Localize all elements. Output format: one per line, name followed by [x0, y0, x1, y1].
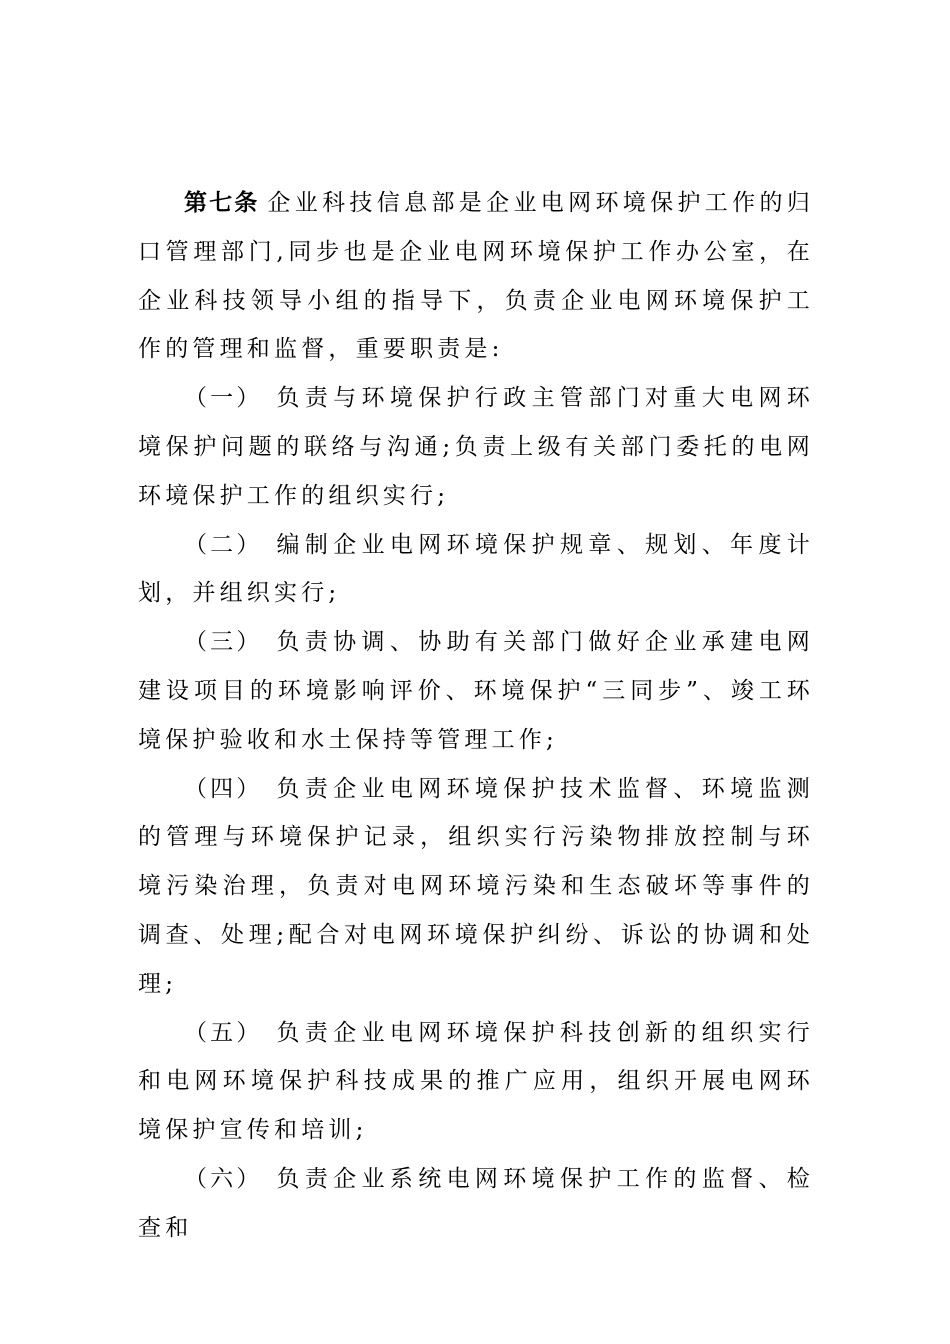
item-text: 负责企业电网环境保护科技创新的组织实行和电网环境保护科技成果的推广应用，组织开展电网环境保护宣传和培训;	[138, 1019, 815, 1144]
article-paragraph	[138, 179, 814, 374]
item-paragraph-4	[138, 765, 814, 1009]
item-paragraph-1	[138, 374, 814, 520]
item-paragraph-6	[138, 1155, 814, 1253]
item-text: 负责企业电网环境保护技术监督、环境监测的管理与环境保护记录，组织实行污染物排放控制与环境污染治理，负责对电网环境污染和生态破坏等事件的调查、处理;配合对电网环境保护纠纷、诉讼的协调和处理;	[138, 775, 815, 997]
item-number: （二）	[184, 531, 263, 558]
item-text: 负责协调、协助有关部门做好企业承建电网建设项目的环境影响评价、环境保护“三同步”、竣工环境保护验收和水土保持等管理工作;	[138, 629, 815, 753]
article-number: 第七条	[184, 189, 260, 216]
item-paragraph-5	[138, 1009, 814, 1155]
item-paragraph-2	[138, 521, 814, 619]
item-number: （六）	[184, 1165, 263, 1192]
item-text: 负责企业系统电网环境保护工作的监督、检查和	[138, 1165, 815, 1241]
item-text: 编制企业电网环境保护规章、规划、年度计划，并组织实行;	[138, 531, 815, 607]
item-number: （三）	[184, 629, 263, 656]
item-number: （五）	[184, 1019, 263, 1046]
item-text: 负责与环境保护行政主管部门对重大电网环境保护问题的联络与沟通;负责上级有关部门委托的电网环境保护工作的组织实行;	[138, 385, 815, 509]
item-number: （四）	[184, 775, 263, 802]
article-intro-text: 企业科技信息部是企业电网环境保护工作的归口管理部门,同步也是企业电网环境保护工作办公室，在企业科技领导小组的指导下，负责企业电网环境保护工作的管理和监督，重要职责是:	[138, 190, 815, 363]
item-paragraph-3	[138, 618, 814, 764]
item-number: （一）	[184, 385, 263, 412]
document-body	[138, 179, 814, 1253]
